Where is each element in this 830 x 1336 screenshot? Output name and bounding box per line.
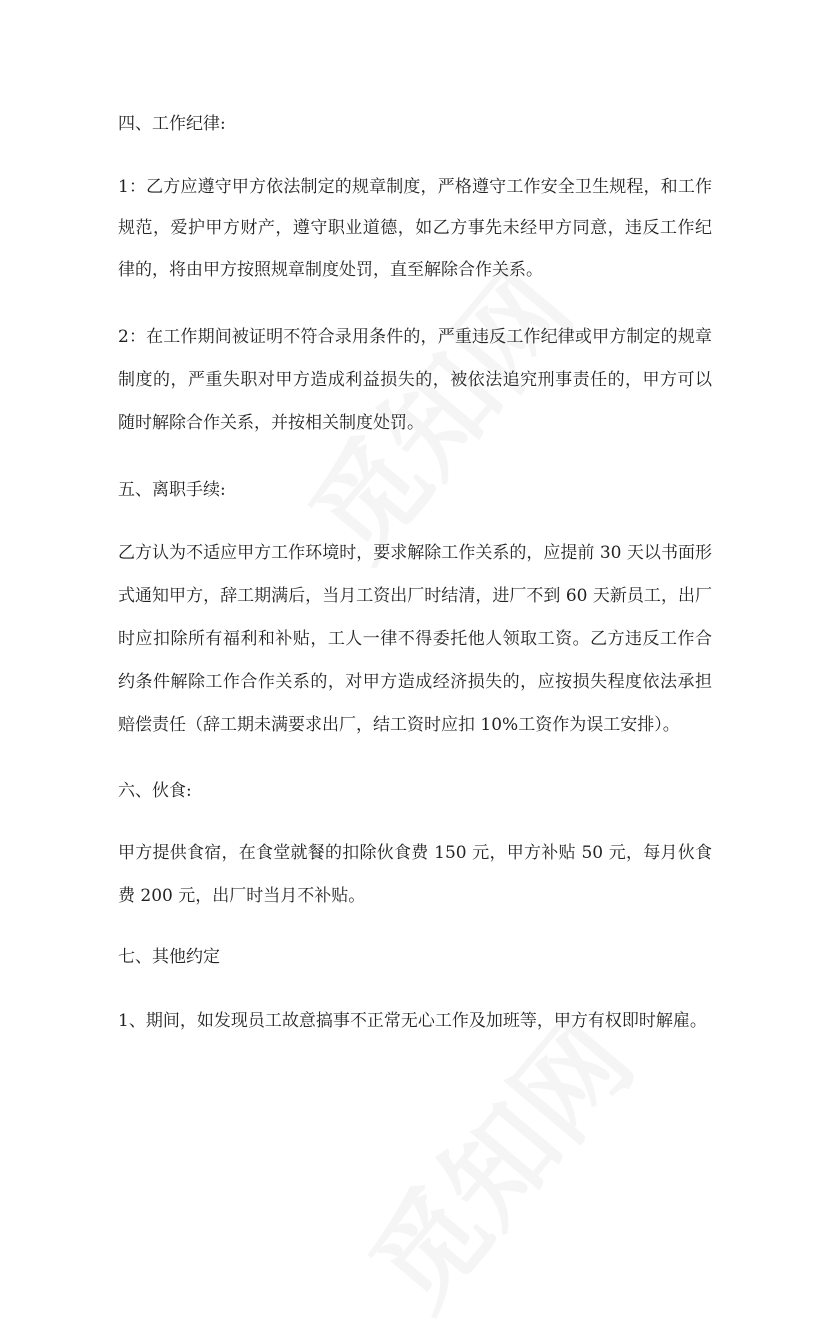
paragraph-line: 随时解除合作关系，并按相关制度处罚。	[118, 413, 424, 433]
section-heading: 六、伙食:	[118, 781, 192, 801]
watermark	[328, 982, 661, 1336]
paragraph-line: 制度的，严重失职对甲方造成利益损失的，被依法追究刑事责任的，甲方可以	[118, 370, 712, 390]
paragraph-line: 1：乙方应遵守甲方依法制定的规章制度，严格遵守工作安全卫生规程，和工作	[118, 177, 712, 197]
section-heading: 四、工作纪律:	[118, 114, 226, 134]
paragraph-line: 1、期间，如发现员工故意搞事不正常无心工作及加班等，甲方有权即时解雇。	[118, 1011, 707, 1031]
paragraph-line: 规范，爱护甲方财产，遵守职业道德，如乙方事先未经甲方同意，违反工作纪	[118, 218, 712, 238]
watermark	[268, 232, 601, 586]
paragraph-line: 乙方认为不适应甲方工作环境时，要求解除工作关系的，应提前 30 天以书面形	[118, 543, 712, 563]
paragraph-line: 赔偿责任（辞工期未满要求出厂，结工资时应扣 10%工资作为误工安排）。	[118, 715, 680, 735]
section-heading: 五、离职手续:	[118, 480, 226, 500]
section-heading: 七、其他约定	[118, 947, 220, 967]
paragraph-line: 约条件解除工作合作关系的，对甲方造成经济损失的，应按损失程度依法承担	[118, 672, 712, 692]
paragraph-line: 律的，将由甲方按照规章制度处罚，直至解除合作关系。	[118, 260, 543, 280]
paragraph-line: 费 200 元，出厂时当月不补贴。	[118, 886, 366, 906]
paragraph-line: 式通知甲方，辞工期满后，当月工资出厂时结清，进厂不到 60 天新员工，出厂	[118, 586, 712, 606]
paragraph-line: 时应扣除所有福利和补贴，工人一律不得委托他人领取工资。乙方违反工作合	[118, 629, 712, 649]
paragraph-line: 甲方提供食宿，在食堂就餐的扣除伙食费 150 元，甲方补贴 50 元，每月伙食	[118, 843, 712, 863]
paragraph-line: 2：在工作期间被证明不符合录用条件的，严重违反工作纪律或甲方制定的规章	[118, 327, 712, 347]
